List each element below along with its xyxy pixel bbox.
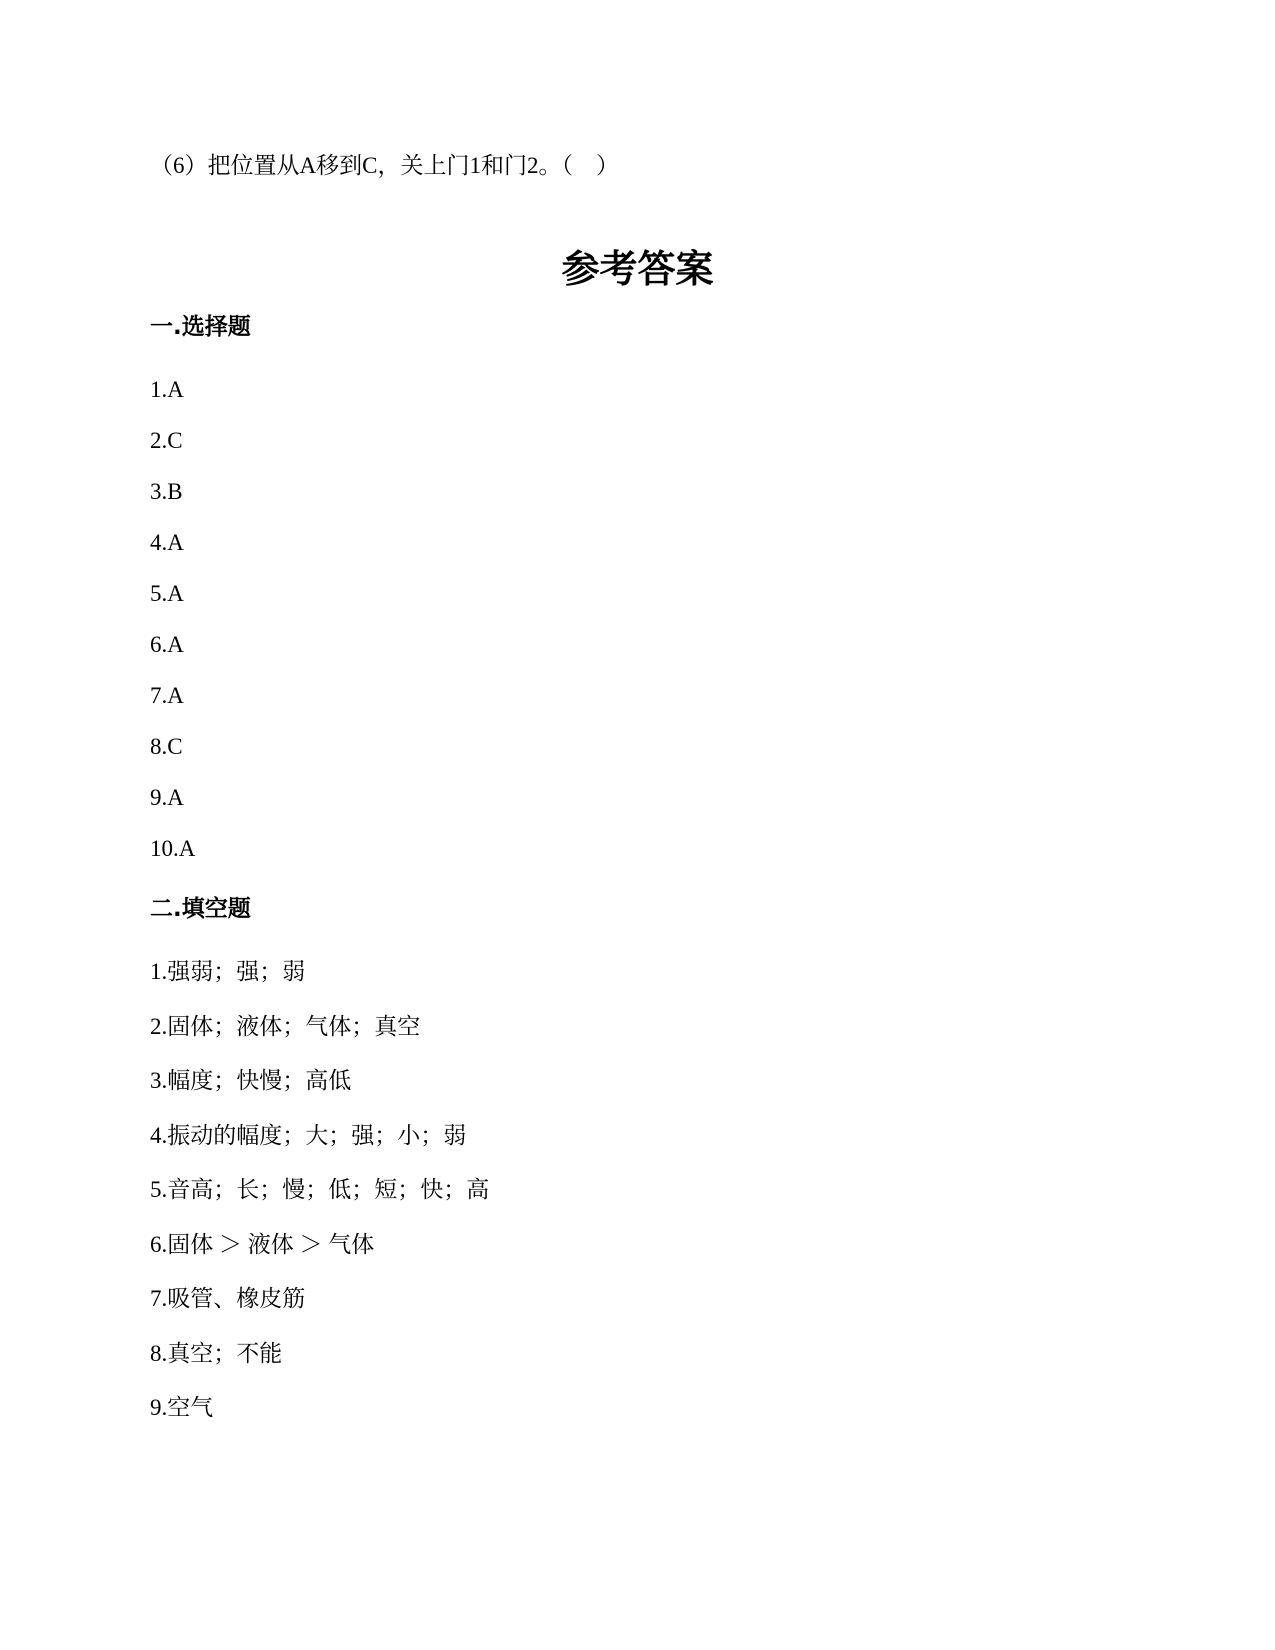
choice-answer-5: 5.A: [150, 581, 184, 606]
fill-answer-8: 8.真空；不能: [150, 1341, 283, 1366]
fill-answer-9: 9.空气: [150, 1395, 214, 1420]
fill-answer-6: 6.固体 ＞ 液体 ＞ 气体: [150, 1232, 375, 1257]
fill-answer-4: 4.振动的幅度；大；强；小；弱: [150, 1123, 467, 1148]
choice-answer-3: 3.B: [150, 479, 183, 504]
fill-answer-2: 2.固体；液体；气体；真空: [150, 1014, 421, 1039]
fill-answer-7: 7.吸管、橡皮筋: [150, 1286, 306, 1311]
choice-answer-8: 8.C: [150, 734, 183, 759]
choice-answer-4: 4.A: [150, 530, 184, 555]
fill-answer-3: 3.幅度；快慢；高低: [150, 1068, 352, 1093]
choice-answer-9: 9.A: [150, 785, 184, 810]
choice-answer-2: 2.C: [150, 428, 183, 453]
choice-answer-10: 10.A: [150, 836, 196, 861]
choice-answer-6: 6.A: [150, 632, 184, 657]
choice-answer-1: 1.A: [150, 377, 184, 402]
question-6: （6）把位置从A移到C，关上门1和门2。（ ）: [150, 153, 619, 178]
answer-key-title: 参考答案: [561, 247, 714, 291]
fill-answer-5: 5.音高；长；慢；低；短；快；高: [150, 1177, 490, 1202]
section-heading-fill-in: 二.填空题: [150, 896, 251, 922]
fill-answer-1: 1.强弱；强；弱: [150, 959, 306, 984]
choice-answer-7: 7.A: [150, 683, 184, 708]
section-heading-multiple-choice: 一.选择题: [150, 314, 251, 340]
